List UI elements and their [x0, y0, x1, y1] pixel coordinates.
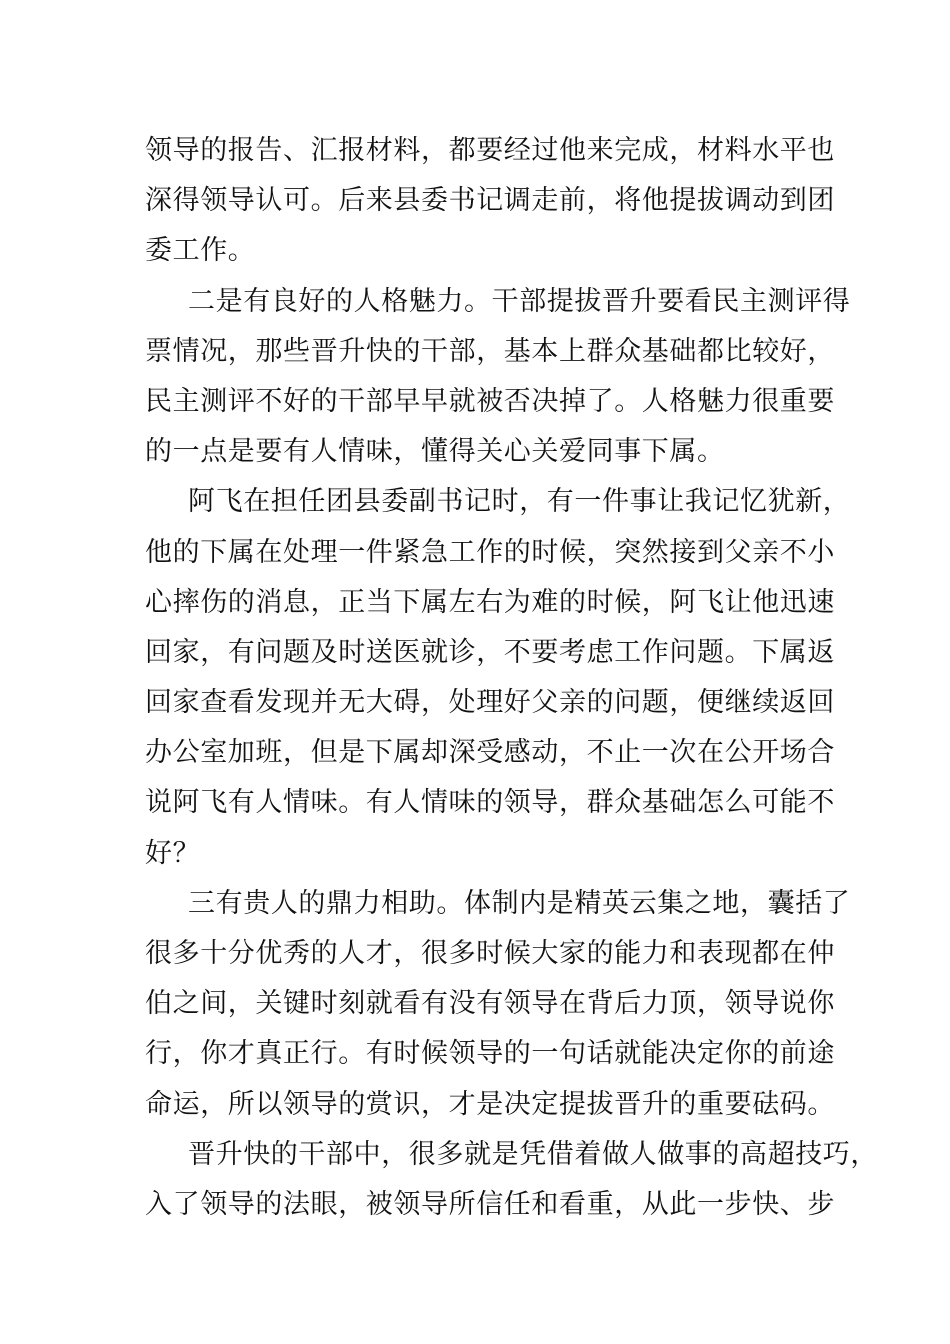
- text-line: 入了领导的法眼，被领导所信任和看重，从此一步快、步: [145, 1188, 835, 1220]
- text-line: 领导的报告、汇报材料，都要经过他来完成，材料水平也: [145, 135, 835, 166]
- text-line: 伯之间，关键时刻就看有没有领导在背后力顶，领导说你: [145, 988, 835, 1020]
- paragraph-first-line: 三有贵人的鼎力相助。体制内是精英云集之地，囊括了: [188, 887, 851, 919]
- text-line: 心摔伤的消息，正当下属左右为难的时候，阿飞让他迅速: [145, 586, 835, 618]
- text-line: 行，你才真正行。有时候领导的一句话就能决定你的前途: [145, 1038, 835, 1070]
- text-line: 回家查看发现并无大碍，处理好父亲的问题，便继续返回: [145, 687, 835, 719]
- text-line: 命运，所以领导的赏识，才是决定提拔晋升的重要砝码。: [145, 1088, 835, 1120]
- text-line: 很多十分优秀的人才，很多时候大家的能力和表现都在仲: [145, 938, 835, 969]
- text-line: 说阿飞有人情味。有人情味的领导，群众基础怎么可能不: [145, 787, 835, 819]
- text-line: 的一点是要有人情味，懂得关心关爱同事下属。: [145, 436, 725, 468]
- text-line: 深得领导认可。后来县委书记调走前，将他提拔调动到团: [145, 185, 835, 217]
- document-body: [145, 126, 878, 1230]
- text-line: 委工作。: [145, 235, 256, 267]
- paragraph-first-line: 阿飞在担任团县委副书记时，有一件事让我记忆犹新，: [188, 486, 851, 518]
- text-line: 票情况，那些晋升快的干部，基本上群众基础都比较好，: [145, 335, 835, 367]
- paragraph-first-line: 晋升快的干部中，很多就是凭借着做人做事的高超技巧，: [188, 1138, 878, 1170]
- text-line: 他的下属在处理一件紧急工作的时候，突然接到父亲不小: [145, 536, 835, 568]
- text-line: 民主测评不好的干部早早就被否决掉了。人格魅力很重要: [145, 385, 835, 417]
- text-line: 回家，有问题及时送医就诊，不要考虑工作问题。下属返: [145, 636, 835, 668]
- text-line: 办公室加班，但是下属却深受感动，不止一次在公开场合: [145, 737, 835, 769]
- paragraph-first-line: 二是有良好的人格魅力。干部提拔晋升要看民主测评得: [188, 285, 851, 317]
- text-line: 好？: [145, 837, 201, 869]
